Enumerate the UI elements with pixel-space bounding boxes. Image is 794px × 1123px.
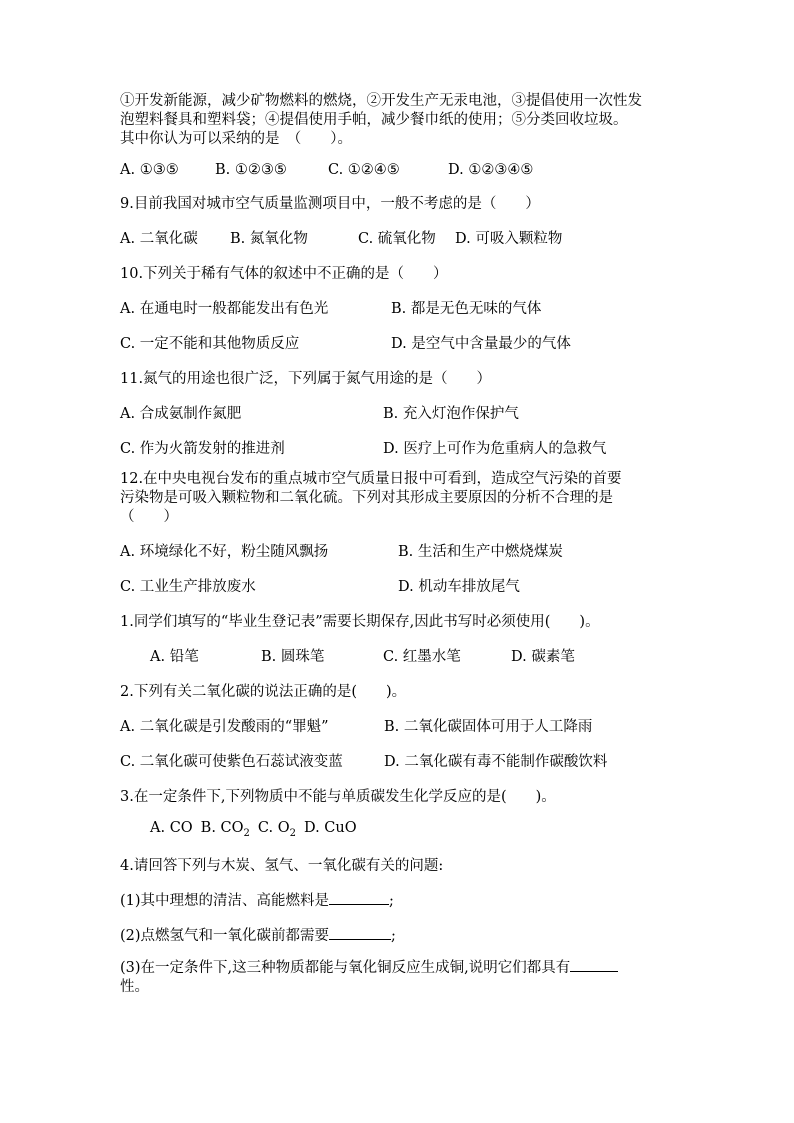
q8-option-a: A. ①③⑤ <box>120 162 179 178</box>
p4-sub-3-line-2: 性。 <box>120 978 149 995</box>
q11-options-row-1 <box>120 402 690 423</box>
p1-option-c: C. 红墨水笔 <box>383 649 461 665</box>
part2-question-1 <box>120 610 690 666</box>
q12-options-row-2 <box>120 575 690 596</box>
p4-sub-1-blank[interactable] <box>329 890 389 905</box>
q10-stem: 10.下列关于稀有气体的叙述中不正确的是（ ） <box>120 266 448 282</box>
q10-option-c: C. 一定不能和其他物质反应 <box>120 336 300 352</box>
p4-sub-1-text: (1)其中理想的清洁、高能燃料是 <box>120 892 330 909</box>
p3-option-a: A. CO <box>150 820 193 836</box>
q12-line-2: 污染物是可吸入颗粒物和二氧化硫。下列对其形成主要原因的分析不合理的是 <box>120 490 613 506</box>
q8-option-d: D. ①②③④⑤ <box>448 162 534 178</box>
p3-option-c <box>258 820 296 839</box>
p1-option-d: D. 碳素笔 <box>511 649 575 665</box>
p4-sub-2-text: (2)点燃氢气和一氧化碳前都需要 <box>120 927 330 944</box>
question-10 <box>120 262 690 353</box>
q10-option-a: A. 在通电时一般都能发出有色光 <box>120 301 329 317</box>
question-11 <box>120 367 690 458</box>
p4-sub-2-blank[interactable] <box>329 925 391 940</box>
q11-option-c: C. 作为火箭发射的推进剂 <box>120 441 285 457</box>
p4-stem: 4.请回答下列与木炭、氢气、一氧化碳有关的问题: <box>120 857 444 874</box>
q12-option-b: B. 生活和生产中燃烧煤炭 <box>398 544 563 560</box>
p4-sub-3-line-1 <box>120 957 690 978</box>
q10-option-b: B. 都是无色无味的气体 <box>391 301 542 317</box>
q11-option-a: A. 合成氨制作氮肥 <box>120 406 242 422</box>
p2-option-c: C. 二氧化碳可使紫色石蕊试液变蓝 <box>120 754 343 770</box>
p3-option-c-subscript: 2 <box>289 827 296 839</box>
p4-sub-2-end: ; <box>391 927 396 944</box>
p3-option-b-text: B. CO <box>200 820 244 836</box>
p2-option-b: B. 二氧化碳固体可用于人工降雨 <box>384 719 593 735</box>
q8-option-b: B. ①②③⑤ <box>215 162 287 178</box>
q9-option-c: C. 硫氧化物 <box>358 231 436 247</box>
q12-line-3: （ ） <box>120 509 178 525</box>
q12-option-d: D. 机动车排放尾气 <box>398 579 520 595</box>
question-9 <box>120 192 690 248</box>
p4-sub-3-text: (3)在一定条件下,这三种物质都能与氧化铜反应生成铜,说明它们都具有 <box>120 959 571 976</box>
q8-options <box>120 162 690 178</box>
q10-options-row-1 <box>120 297 690 318</box>
p3-stem: 3.在一定条件下,下列物质中不能与单质碳发生化学反应的是( )。 <box>120 789 556 805</box>
q11-options-row-2 <box>120 437 690 458</box>
q12-options-row-1 <box>120 540 690 561</box>
p4-sub-3-blank[interactable] <box>570 957 618 972</box>
p2-option-d: D. 二氧化碳有毒不能制作碳酸饮料 <box>384 754 608 770</box>
p1-option-a: A. 铅笔 <box>150 649 199 665</box>
p4-sub-1-end: ; <box>389 892 394 909</box>
p2-stem: 2.下列有关二氧化碳的说法正确的是( )。 <box>120 684 407 700</box>
q10-options-row-2 <box>120 332 690 353</box>
q9-option-a: A. 二氧化碳 <box>120 231 198 247</box>
part2-question-4 <box>120 854 690 997</box>
q9-option-d: D. 可吸入颗粒物 <box>455 231 563 247</box>
q8-line-1: ①开发新能源，减少矿物燃料的燃烧，②开发生产无汞电池，③提倡使用一次性发 <box>120 93 642 109</box>
question-8 <box>120 92 690 178</box>
q9-option-b: B. 氮氧化物 <box>230 231 308 247</box>
q8-option-c: C. ①②④⑤ <box>328 162 400 178</box>
p3-option-b-subscript: 2 <box>243 827 250 839</box>
p3-option-d: D. CuO <box>303 820 357 836</box>
q10-option-d: D. 是空气中含量最少的气体 <box>391 336 571 352</box>
q11-option-d: D. 医疗上可作为危重病人的急救气 <box>383 441 607 457</box>
p2-options-row-2 <box>120 750 690 771</box>
p3-options <box>120 820 690 839</box>
p4-sub-1 <box>120 889 690 910</box>
question-12 <box>120 470 690 596</box>
q12-option-c: C. 工业生产排放废水 <box>120 579 256 595</box>
q12-option-a: A. 环境绿化不好，粉尘随风飘扬 <box>120 544 329 560</box>
part2-question-3 <box>120 785 690 839</box>
p1-stem: 1.同学们填写的“毕业生登记表”需要长期保存,因此书写时必须使用( )。 <box>120 614 600 630</box>
p1-options <box>120 645 690 666</box>
p3-option-b <box>201 820 250 839</box>
q11-stem: 11.氮气的用途也很广泛，下列属于氮气用途的是（ ） <box>120 371 492 387</box>
part2-question-2 <box>120 680 690 771</box>
p2-option-a: A. 二氧化碳是引发酸雨的“罪魁” <box>120 719 329 735</box>
q12-line-1: 12.在中央电视台发布的重点城市空气质量日报中可看到，造成空气污染的首要 <box>120 471 622 487</box>
p1-option-b: B. 圆珠笔 <box>261 649 325 665</box>
p2-options-row-1 <box>120 715 690 736</box>
q9-options <box>120 227 690 248</box>
p3-option-c-text: C. O <box>257 820 290 836</box>
q11-option-b: B. 充入灯泡作保护气 <box>383 406 519 422</box>
q9-stem: 9.目前我国对城市空气质量监测项目中，一般不考虑的是（ ） <box>120 196 540 212</box>
q8-line-3: 其中你认为可以采纳的是 （ ）。 <box>120 131 352 147</box>
worksheet-content <box>120 92 690 997</box>
q8-line-2: 泡塑料餐具和塑料袋；④提倡使用手帕，减少餐巾纸的使用；⑤分类回收垃圾。 <box>120 112 628 128</box>
p4-sub-2 <box>120 924 690 945</box>
